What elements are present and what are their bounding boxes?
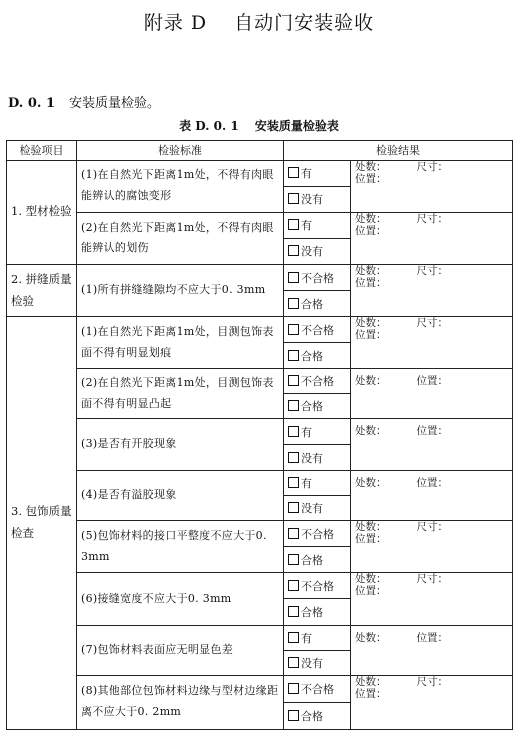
position-label: 位置：	[355, 687, 387, 700]
count-size-line	[355, 317, 508, 329]
count-label: 处数：	[355, 521, 387, 534]
result-option-bottom	[284, 547, 351, 573]
result-fields	[351, 160, 513, 212]
checkbox-none[interactable]	[288, 452, 323, 465]
size-label: 尺寸：	[416, 160, 448, 173]
criterion-text: (6)接缝宽度不应大于0. 3mm	[77, 573, 284, 625]
result-option-top	[284, 264, 351, 290]
position-line	[355, 329, 508, 341]
criterion-row	[7, 369, 513, 394]
header-result: 检验结果	[284, 141, 513, 161]
checkbox-box[interactable]	[288, 298, 299, 309]
checkbox-label: 没有	[301, 193, 323, 207]
count-label: 处数：	[355, 425, 387, 438]
checkbox-label: 有	[301, 219, 312, 233]
size-label: 尺寸：	[416, 264, 448, 277]
checkbox-qualified[interactable]	[288, 400, 323, 413]
checkbox-box[interactable]	[288, 219, 299, 230]
result-option-top	[284, 369, 351, 394]
checkbox-box[interactable]	[288, 193, 299, 204]
checkbox-box[interactable]	[288, 606, 299, 617]
result-fields	[351, 264, 513, 316]
result-option-bottom	[284, 238, 351, 264]
position-label: 位置：	[416, 631, 448, 644]
appendix-title: 附录 D 自动门安装验收	[143, 12, 375, 34]
checkbox-none[interactable]	[288, 245, 323, 258]
result-fields	[351, 573, 513, 625]
result-fields	[351, 419, 513, 471]
checkbox-label: 合格	[301, 553, 323, 567]
criterion-row	[7, 521, 513, 547]
position-label: 位置：	[416, 477, 448, 490]
criterion-text: (1)在自然光下距离1m处，目测包饰表面不得有明显划痕	[77, 317, 284, 369]
checkbox-box[interactable]	[288, 710, 299, 721]
result-option-bottom	[284, 702, 351, 729]
checkbox-box[interactable]	[288, 632, 299, 643]
checkbox-box[interactable]	[288, 167, 299, 178]
result-fields	[351, 625, 513, 675]
checkbox-label: 合格	[301, 297, 323, 311]
count-size-line	[355, 213, 508, 225]
checkbox-label: 没有	[301, 245, 323, 259]
checkbox-box[interactable]	[288, 350, 299, 361]
checkbox-label: 不合格	[301, 527, 334, 541]
size-label: 尺寸：	[416, 573, 448, 586]
position-line	[355, 225, 508, 237]
checkbox-label: 有	[301, 631, 312, 645]
count-size-line	[355, 265, 508, 277]
checkbox-has[interactable]	[288, 219, 312, 232]
checkbox-qualified[interactable]	[288, 606, 323, 619]
result-fields-stack	[355, 213, 508, 237]
result-option-bottom	[284, 394, 351, 419]
checkbox-label: 合格	[301, 349, 323, 363]
count-size-line	[355, 573, 508, 585]
criterion-row	[7, 419, 513, 445]
criterion-text: (1)所有拼缝缝隙均不应大于0. 3mm	[77, 264, 284, 316]
result-fields	[351, 675, 513, 729]
position-label: 位置：	[355, 172, 387, 185]
position-label: 位置：	[355, 329, 387, 342]
checkbox-box[interactable]	[288, 245, 299, 256]
header-item: 检验项目	[7, 141, 77, 161]
position-line	[355, 533, 508, 545]
checkbox-has[interactable]	[288, 167, 312, 180]
checkbox-qualified[interactable]	[288, 298, 323, 311]
checkbox-qualified[interactable]	[288, 554, 323, 567]
criterion-row	[7, 471, 513, 496]
criterion-text: (2)在自然光下距离1m处，目测包饰表面不得有明显凸起	[77, 369, 284, 419]
checkbox-label: 不合格	[301, 579, 334, 593]
position-label: 位置：	[355, 276, 387, 289]
result-option-bottom	[284, 496, 351, 521]
count-size-line	[355, 521, 508, 533]
result-option-bottom	[284, 445, 351, 471]
position-line	[355, 173, 508, 185]
item-name: 2. 拼缝质量检验	[7, 264, 77, 316]
result-option-top	[284, 212, 351, 238]
checkbox-qualified[interactable]	[288, 350, 323, 363]
checkbox-box[interactable]	[288, 502, 299, 513]
result-option-bottom	[284, 650, 351, 675]
criterion-row	[7, 264, 513, 290]
checkbox-label: 没有	[301, 502, 323, 516]
position-label: 位置：	[355, 585, 387, 598]
result-option-bottom	[284, 343, 351, 369]
checkbox-qualified[interactable]	[288, 710, 323, 723]
checkbox-label: 没有	[301, 451, 323, 465]
checkbox-label: 不合格	[301, 375, 334, 389]
count-position-line	[355, 419, 508, 437]
checkbox-label: 不合格	[301, 271, 334, 285]
count-size-line	[355, 161, 508, 173]
checkbox-unqualified[interactable]	[288, 528, 334, 541]
position-line	[355, 585, 508, 597]
result-option-top	[284, 675, 351, 702]
checkbox-box[interactable]	[288, 683, 299, 694]
checkbox-label: 有	[301, 425, 312, 439]
checkbox-label: 没有	[301, 656, 323, 670]
criterion-text: (3)是否有开胶现象	[77, 419, 284, 471]
checkbox-box[interactable]	[288, 477, 299, 488]
size-label: 尺寸：	[416, 212, 448, 225]
checkbox-has[interactable]	[288, 477, 312, 490]
result-fields-stack	[355, 317, 508, 341]
count-label: 处数：	[355, 317, 387, 330]
checkbox-box[interactable]	[288, 554, 299, 565]
result-fields	[351, 317, 513, 369]
count-label: 处数：	[355, 631, 387, 644]
criterion-text: (2)在自然光下距离1m处，不得有肉眼能辨认的划伤	[77, 212, 284, 264]
result-option-top	[284, 317, 351, 343]
criterion-row	[7, 317, 513, 343]
criterion-row	[7, 675, 513, 702]
checkbox-label: 不合格	[301, 323, 334, 337]
checkbox-box[interactable]	[288, 324, 299, 335]
checkbox-label: 合格	[301, 709, 323, 723]
result-fields	[351, 471, 513, 521]
checkbox-has[interactable]	[288, 426, 312, 439]
checkbox-box[interactable]	[288, 580, 299, 591]
count-label: 处数：	[355, 477, 387, 490]
checkbox-box[interactable]	[288, 400, 299, 411]
count-label: 处数：	[355, 160, 387, 173]
checkbox-label: 有	[301, 167, 312, 181]
checkbox-unqualified[interactable]	[288, 683, 334, 696]
item-name: 3. 包饰质量检查	[7, 317, 77, 730]
checkbox-label: 不合格	[301, 682, 334, 696]
item-name: 1. 型材检验	[7, 160, 77, 264]
criterion-text: (8)其他部位包饰材料边缘与型材边缘距离不应大于0. 2mm	[77, 675, 284, 729]
position-label: 位置：	[355, 224, 387, 237]
criterion-text: (7)包饰材料表面应无明显色差	[77, 625, 284, 675]
count-label: 处数：	[355, 675, 387, 688]
criterion-row	[7, 573, 513, 599]
checkbox-box[interactable]	[288, 657, 299, 668]
section-title: 安装质量检验。	[69, 96, 161, 111]
checkbox-unqualified[interactable]	[288, 272, 334, 285]
size-label: 尺寸：	[416, 521, 448, 534]
result-fields	[351, 521, 513, 573]
checkbox-unqualified[interactable]	[288, 580, 334, 593]
criterion-text: (5)包饰材料的接口平整度不应大于0. 3mm	[77, 521, 284, 573]
count-label: 处数：	[355, 375, 387, 388]
size-label: 尺寸：	[416, 675, 448, 688]
count-size-line	[355, 676, 508, 688]
checkbox-none[interactable]	[288, 502, 323, 515]
criterion-text: (1)在自然光下距离1m处，不得有肉眼能辨认的腐蚀变形	[77, 160, 284, 212]
checkbox-has[interactable]	[288, 632, 312, 645]
result-fields-stack	[355, 676, 508, 700]
result-option-bottom	[284, 186, 351, 212]
checkbox-none[interactable]	[288, 193, 323, 206]
size-label: 尺寸：	[416, 317, 448, 330]
section-number: D. 0. 1	[8, 96, 56, 111]
position-line	[355, 277, 508, 289]
checkbox-label: 合格	[301, 605, 323, 619]
result-option-top	[284, 573, 351, 599]
count-label: 处数：	[355, 212, 387, 225]
checkbox-box[interactable]	[288, 375, 299, 386]
checkbox-box[interactable]	[288, 528, 299, 539]
position-label: 位置：	[416, 425, 448, 438]
table-caption: 表 D. 0. 1 安装质量检验表	[179, 119, 339, 133]
criterion-text: (4)是否有溢胶现象	[77, 471, 284, 521]
result-fields-stack	[355, 161, 508, 185]
count-position-line	[355, 471, 508, 489]
checkbox-box[interactable]	[288, 272, 299, 283]
checkbox-label: 合格	[301, 400, 323, 414]
header-criteria: 检验标准	[77, 141, 284, 161]
result-option-bottom	[284, 291, 351, 317]
count-position-line	[355, 369, 508, 387]
inspection-table	[6, 140, 513, 730]
criterion-row	[7, 160, 513, 186]
header-row	[7, 141, 513, 161]
result-option-top	[284, 471, 351, 496]
checkbox-label: 有	[301, 477, 312, 491]
checkbox-box[interactable]	[288, 452, 299, 463]
checkbox-unqualified[interactable]	[288, 375, 334, 388]
result-option-top	[284, 160, 351, 186]
result-option-top	[284, 521, 351, 547]
position-label: 位置：	[416, 375, 448, 388]
count-label: 处数：	[355, 573, 387, 586]
count-label: 处数：	[355, 264, 387, 277]
result-fields	[351, 369, 513, 419]
criterion-row	[7, 212, 513, 238]
checkbox-none[interactable]	[288, 657, 323, 670]
criterion-row	[7, 625, 513, 650]
position-line	[355, 688, 508, 700]
result-fields-stack	[355, 521, 508, 545]
checkbox-unqualified[interactable]	[288, 324, 334, 337]
count-position-line	[355, 626, 508, 644]
result-fields-stack	[355, 265, 508, 289]
section-heading	[8, 92, 160, 111]
result-option-top	[284, 625, 351, 650]
position-label: 位置：	[355, 533, 387, 546]
result-fields-stack	[355, 573, 508, 597]
result-fields	[351, 212, 513, 264]
result-option-top	[284, 419, 351, 445]
result-option-bottom	[284, 599, 351, 625]
checkbox-box[interactable]	[288, 426, 299, 437]
